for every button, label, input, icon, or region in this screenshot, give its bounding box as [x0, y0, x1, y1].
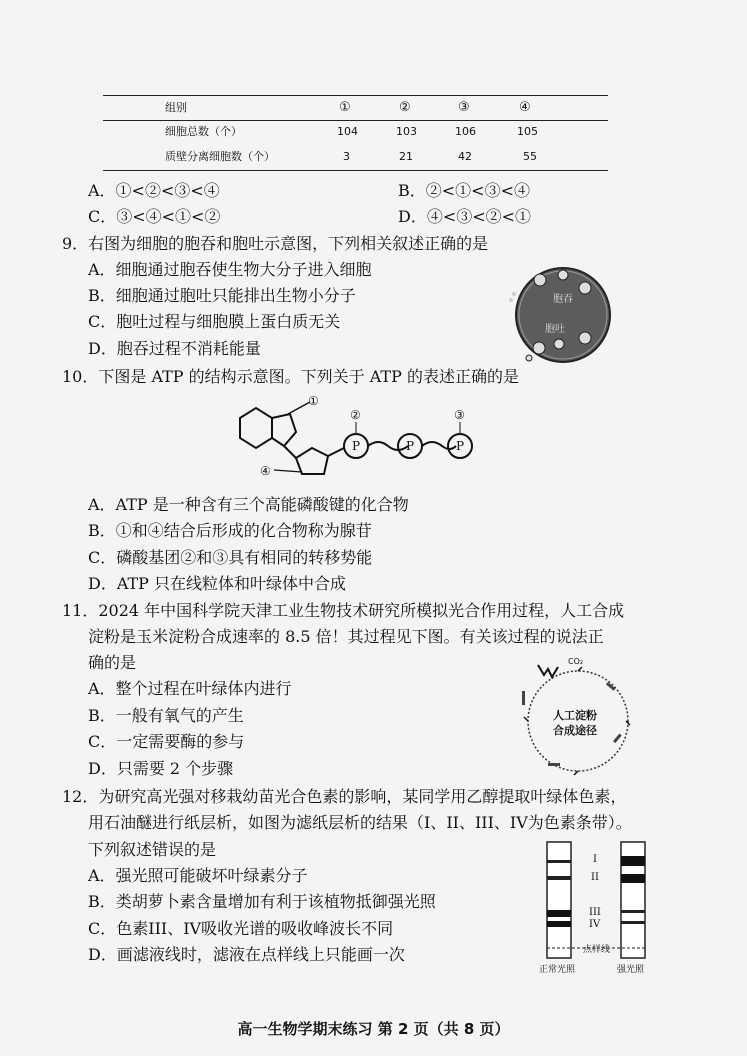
phosphate-label: P [352, 439, 361, 453]
atp-label-3: ③ [454, 408, 465, 422]
phosphate-label: P [456, 439, 465, 453]
q12-option-d: D．画滤液线时，滤液在点样线上只能画一次 [88, 945, 405, 964]
starch-synthesis-figure [508, 655, 648, 780]
header-1: ① [339, 100, 351, 115]
q11-option-c: C．一定需要酶的参与 [88, 732, 245, 751]
origin-line-label: 点样线 [583, 945, 611, 955]
phosphate-label: P [406, 439, 415, 453]
header-3: ③ [458, 100, 470, 115]
q8-option-c: C．③<④<①<② [88, 207, 221, 226]
q11-option-b: B．一般有氧气的产生 [88, 706, 244, 725]
q11-stem-line-2: 淀粉是玉米淀粉合成速率的 8.5 倍！其过程见下图。有关该过程的说法正 [88, 627, 604, 646]
table-row [103, 145, 608, 170]
q11-option-a: A．整个过程在叶绿体内进行 [88, 679, 292, 698]
row-label: 细胞总数（个） [165, 125, 242, 138]
q12-option-a: A．强光照可能破坏叶绿素分子 [88, 866, 308, 885]
q12-stem-line-3: 下列叙述错误的是 [88, 840, 217, 859]
q12-option-b: B．类胡萝卜素含量增加有利于该植物抵御强光照 [88, 892, 436, 911]
co2-label: CO₂ [568, 657, 584, 666]
atp-structure-figure [232, 392, 482, 484]
q9-option-b: B．细胞通过胞吐只能排出生物小分子 [88, 286, 356, 305]
q9-stem: 9．右图为细胞的胞吞和胞吐示意图，下列相关叙述正确的是 [62, 234, 489, 253]
cell: 104 [337, 125, 358, 138]
cell: 55 [523, 150, 537, 163]
cell: 42 [458, 150, 472, 163]
q10-option-c: C．磷酸基团②和③具有相同的转移势能 [88, 548, 373, 567]
band-iii-label: III [589, 907, 601, 918]
q11-stem-line-3: 确的是 [88, 653, 137, 672]
q8-option-b: B．②<①<③<④ [398, 181, 530, 200]
row-label: 质壁分离细胞数（个） [165, 150, 275, 163]
band-ii-label: II [591, 872, 599, 883]
atp-label-4: ④ [260, 464, 271, 478]
band-iv-label: IV [589, 919, 601, 930]
q10-option-a: A．ATP 是一种含有三个高能磷酸键的化合物 [88, 495, 409, 514]
pathway-title: 人工淀粉 [553, 709, 597, 722]
atp-label-2: ② [350, 408, 361, 422]
data-table [103, 96, 608, 171]
cell: 106 [455, 125, 476, 138]
q9-option-d: D．胞吞过程不消耗能量 [88, 339, 261, 358]
q11-stem-line-1: 11．2024 年中国科学院天津工业生物技术研究所模拟光合作用过程，人工合成 [62, 601, 625, 620]
cell: 21 [399, 150, 413, 163]
q9-option-a: A．细胞通过胞吞使生物大分子进入细胞 [88, 260, 372, 279]
q12-stem-line-1: 12．为研究高光强对移栽幼苗光合色素的影响，某同学用乙醇提取叶绿体色素， [62, 787, 627, 806]
q9-option-c: C．胞吐过程与细胞膜上蛋白质无关 [88, 312, 341, 331]
q11-option-d: D．只需要 2 个步骤 [88, 759, 234, 778]
pathway-subtitle: 合成途径 [553, 724, 597, 737]
chromatography-figure [533, 838, 673, 978]
table-header-row [103, 96, 608, 120]
endocytosis-label: 胞吞 [553, 294, 573, 305]
exocytosis-label: 胞吐 [545, 324, 565, 335]
q12-option-c: C．色素III、IV吸收光谱的吸收峰波长不同 [88, 919, 394, 938]
q10-option-d: D．ATP 只在线粒体和叶绿体中合成 [88, 574, 347, 593]
cell: 3 [343, 150, 350, 163]
header-group: 组别 [165, 101, 187, 114]
q10-option-b: B．①和④结合后形成的化合物称为腺苷 [88, 521, 372, 540]
cell: 105 [517, 125, 538, 138]
q10-stem: 10．下图是 ATP 的结构示意图。下列关于 ATP 的表述正确的是 [62, 367, 519, 386]
endocytosis-figure [505, 262, 615, 368]
strong-light-label: 强光照 [617, 965, 645, 975]
band-i-label: I [593, 854, 597, 865]
cell: 103 [396, 125, 417, 138]
header-4: ④ [519, 100, 531, 115]
q8-option-a: A．①<②<③<④ [88, 181, 220, 200]
normal-light-label: 正常光照 [539, 965, 576, 975]
table-row [103, 120, 608, 145]
atp-label-1: ① [308, 394, 319, 408]
q12-stem-line-2: 用石油醚进行纸层析，如图为滤纸层析的结果（I、II、III、IV为色素条带）。 [88, 813, 632, 832]
page-footer: 高一生物学期末练习 第 2 页（共 8 页） [237, 1020, 510, 1038]
header-2: ② [399, 100, 411, 115]
q8-option-d: D．④<③<②<① [398, 207, 532, 226]
